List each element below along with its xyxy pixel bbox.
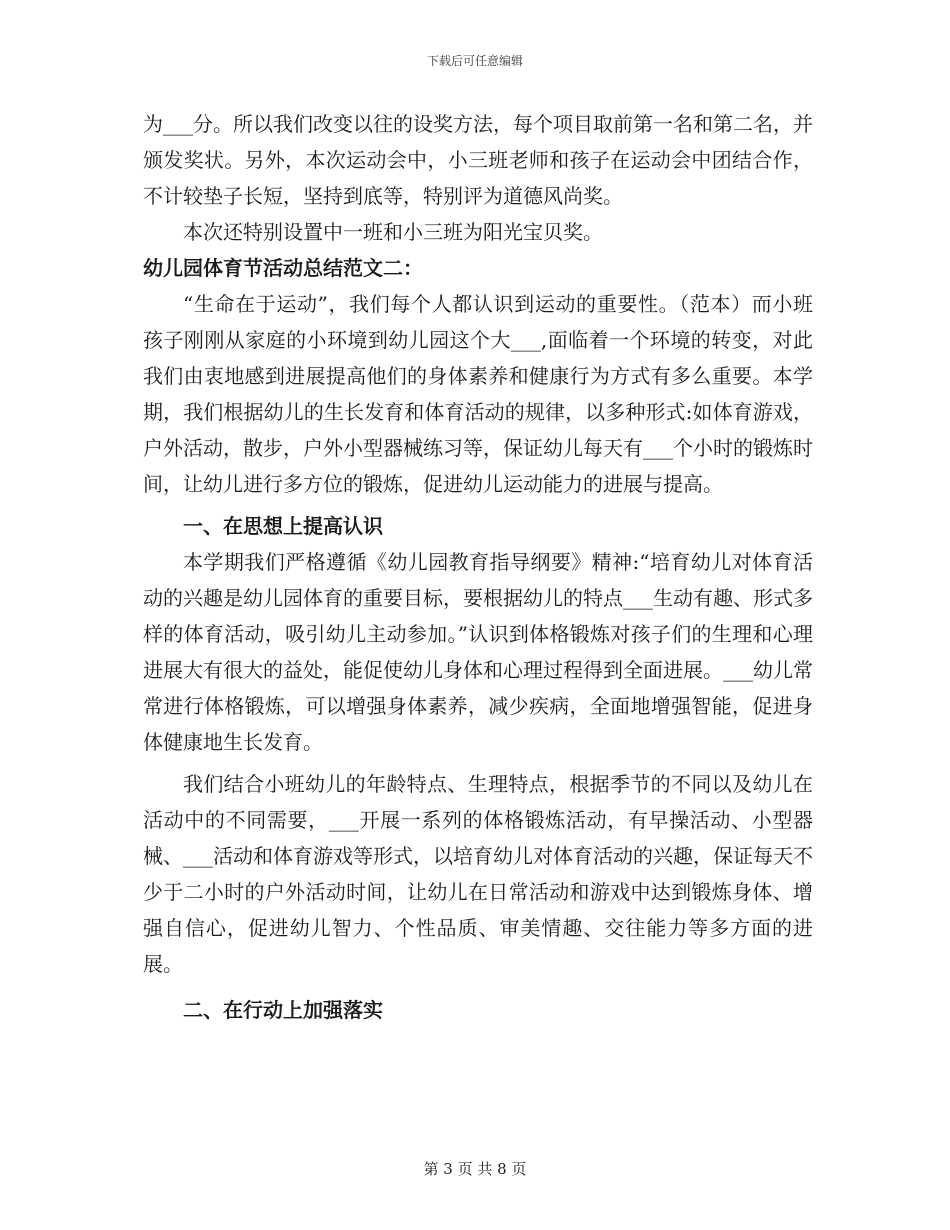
page-footer: 第 3 页 共 8 页 bbox=[423, 1160, 527, 1178]
section-title: 幼儿园体育节活动总结范文二： bbox=[143, 256, 423, 280]
section-heading-1: 一、在思想上提高认识 bbox=[183, 514, 383, 538]
paragraph-1: 为___分。所以我们改变以往的设奖方法，每个项目取前第一名和第二名，并颁发奖状。另外，本次运动会中，小三班老师和孩子在运动会中团结合作，不计较垫子长短，坚持到底等，特别评为道德风尚奖。 bbox=[143, 112, 813, 208]
document-body bbox=[143, 106, 813, 1028]
page-header: 下载后可任意编辑 bbox=[426, 54, 523, 68]
section-heading-2: 二、在行动上加强落实 bbox=[183, 998, 383, 1022]
paragraph-5: 我们结合小班幼儿的年龄特点、生理特点，根据季节的不同以及幼儿在活动中的不同需要，___开展一系列的体格锻炼活动，有早操活动、小型器械、___活动和体育游戏等形式，以培育幼儿对体育活动的兴趣，保证每天不少于二小时的户外活动时间，让幼儿在日常活动和游戏中达到锻炼身体、增强自信心，促进幼儿智力、个性品质、审美情趣、交往能力等多方面的进展。 bbox=[143, 772, 813, 976]
paragraph-2: 本次还特别设置中一班和小三班为阳光宝贝奖。 bbox=[183, 220, 603, 244]
paragraph-3: “生命在于运动”，我们每个人都认识到运动的重要性。（范本）而小班孩子刚刚从家庭的小环境到幼儿园这个大___,面临着一个环境的转变，对此我们由衷地感到进展提高他们的身体素养和健康行为方式有多么重要。本学期，我们根据幼儿的生长发育和体育活动的规律，以多种形式:如体育游戏，户外活动，散步，户外小型器械练习等，保证幼儿每天有___个小时的锻炼时间，让幼儿进行多方位的锻炼，促进幼儿运动能力的进展与提高。 bbox=[143, 292, 813, 496]
paragraph-4: 本学期我们严格遵循《幼儿园教育指导纲要》精神:“培育幼儿对体育活动的兴趣是幼儿园体育的重要目标，要根据幼儿的特点___生动有趣、形式多样的体育活动，吸引幼儿主动参加。”认识到体格锻炼对孩子们的生理和心理进展大有很大的益处，能促使幼儿身体和心理过程得到全面进展。___幼儿常常进行体格锻炼，可以增强身体素养，减少疾病，全面地增强智能，促进身体健康地生长发育。 bbox=[143, 550, 813, 754]
